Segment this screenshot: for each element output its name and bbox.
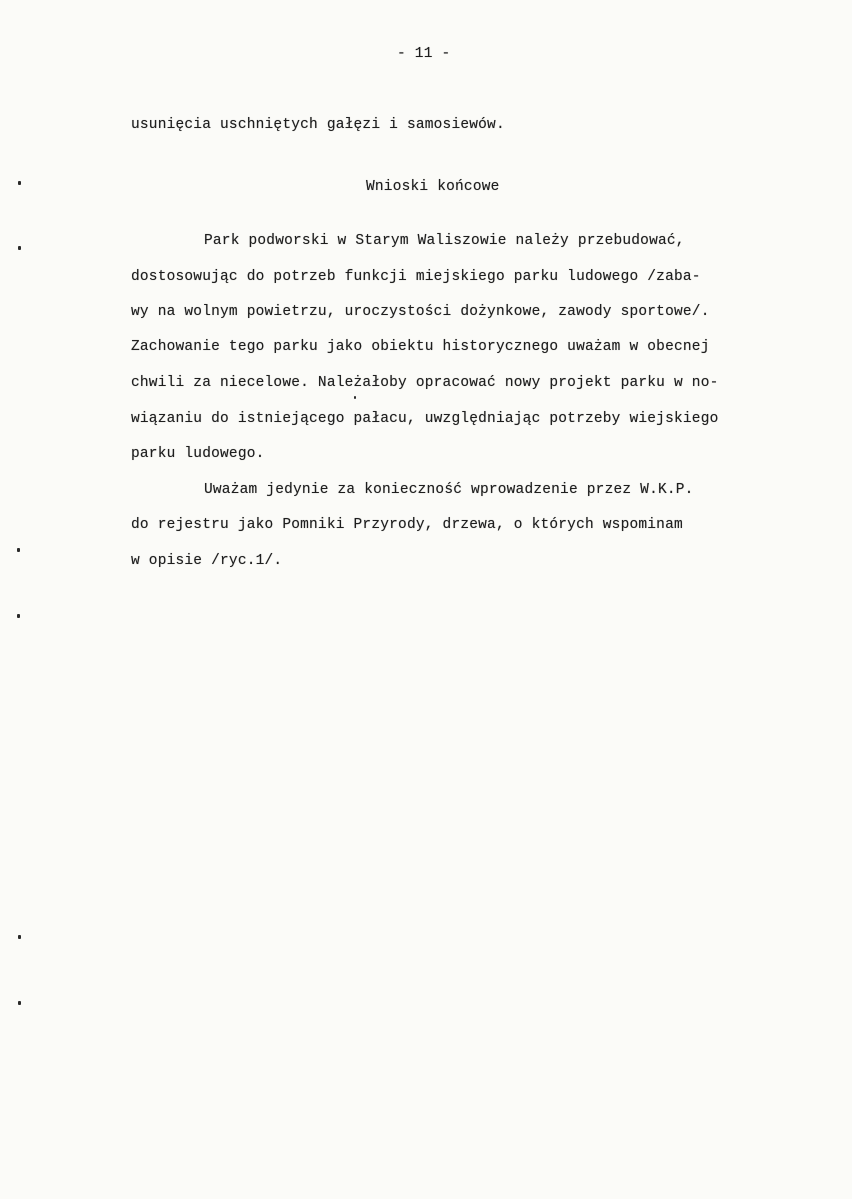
text-line: dostosowując do potrzeb funkcji miejskiego parku ludowego /zaba- [131,269,701,285]
text-line: do rejestru jako Pomniki Przyrody, drzewa, o których wspominam [131,517,683,533]
text-line: w opisie /ryc.1/. [131,553,283,569]
text-line: usunięcia uschniętych gałęzi i samosiewów. [131,117,505,133]
text-line: Zachowanie tego parku jako obiektu historycznego uważam w obecnej [131,339,710,355]
margin-speck [18,1001,21,1005]
section-heading: Wnioski końcowe [366,179,500,195]
margin-speck [17,614,20,618]
text-line: chwili za niecelowe. Należałoby opracować nowy projekt parku w no- [131,375,719,391]
margin-speck [18,181,21,185]
margin-speck [354,396,356,399]
text-line: Park podworski w Starym Waliszowie należy przebudować, [204,233,685,249]
text-line: wiązaniu do istniejącego pałacu, uwzględniając potrzeby wiejskiego [131,411,719,427]
text-line: wy na wolnym powietrzu, uroczystości dożynkowe, zawody sportowe/. [131,304,710,320]
page-number: - 11 - [397,46,451,62]
text-line: parku ludowego. [131,446,265,462]
margin-speck [18,246,21,250]
margin-speck [18,935,21,939]
margin-speck [17,548,20,552]
text-line: Uważam jedynie za konieczność wprowadzenie przez W.K.P. [204,482,694,498]
